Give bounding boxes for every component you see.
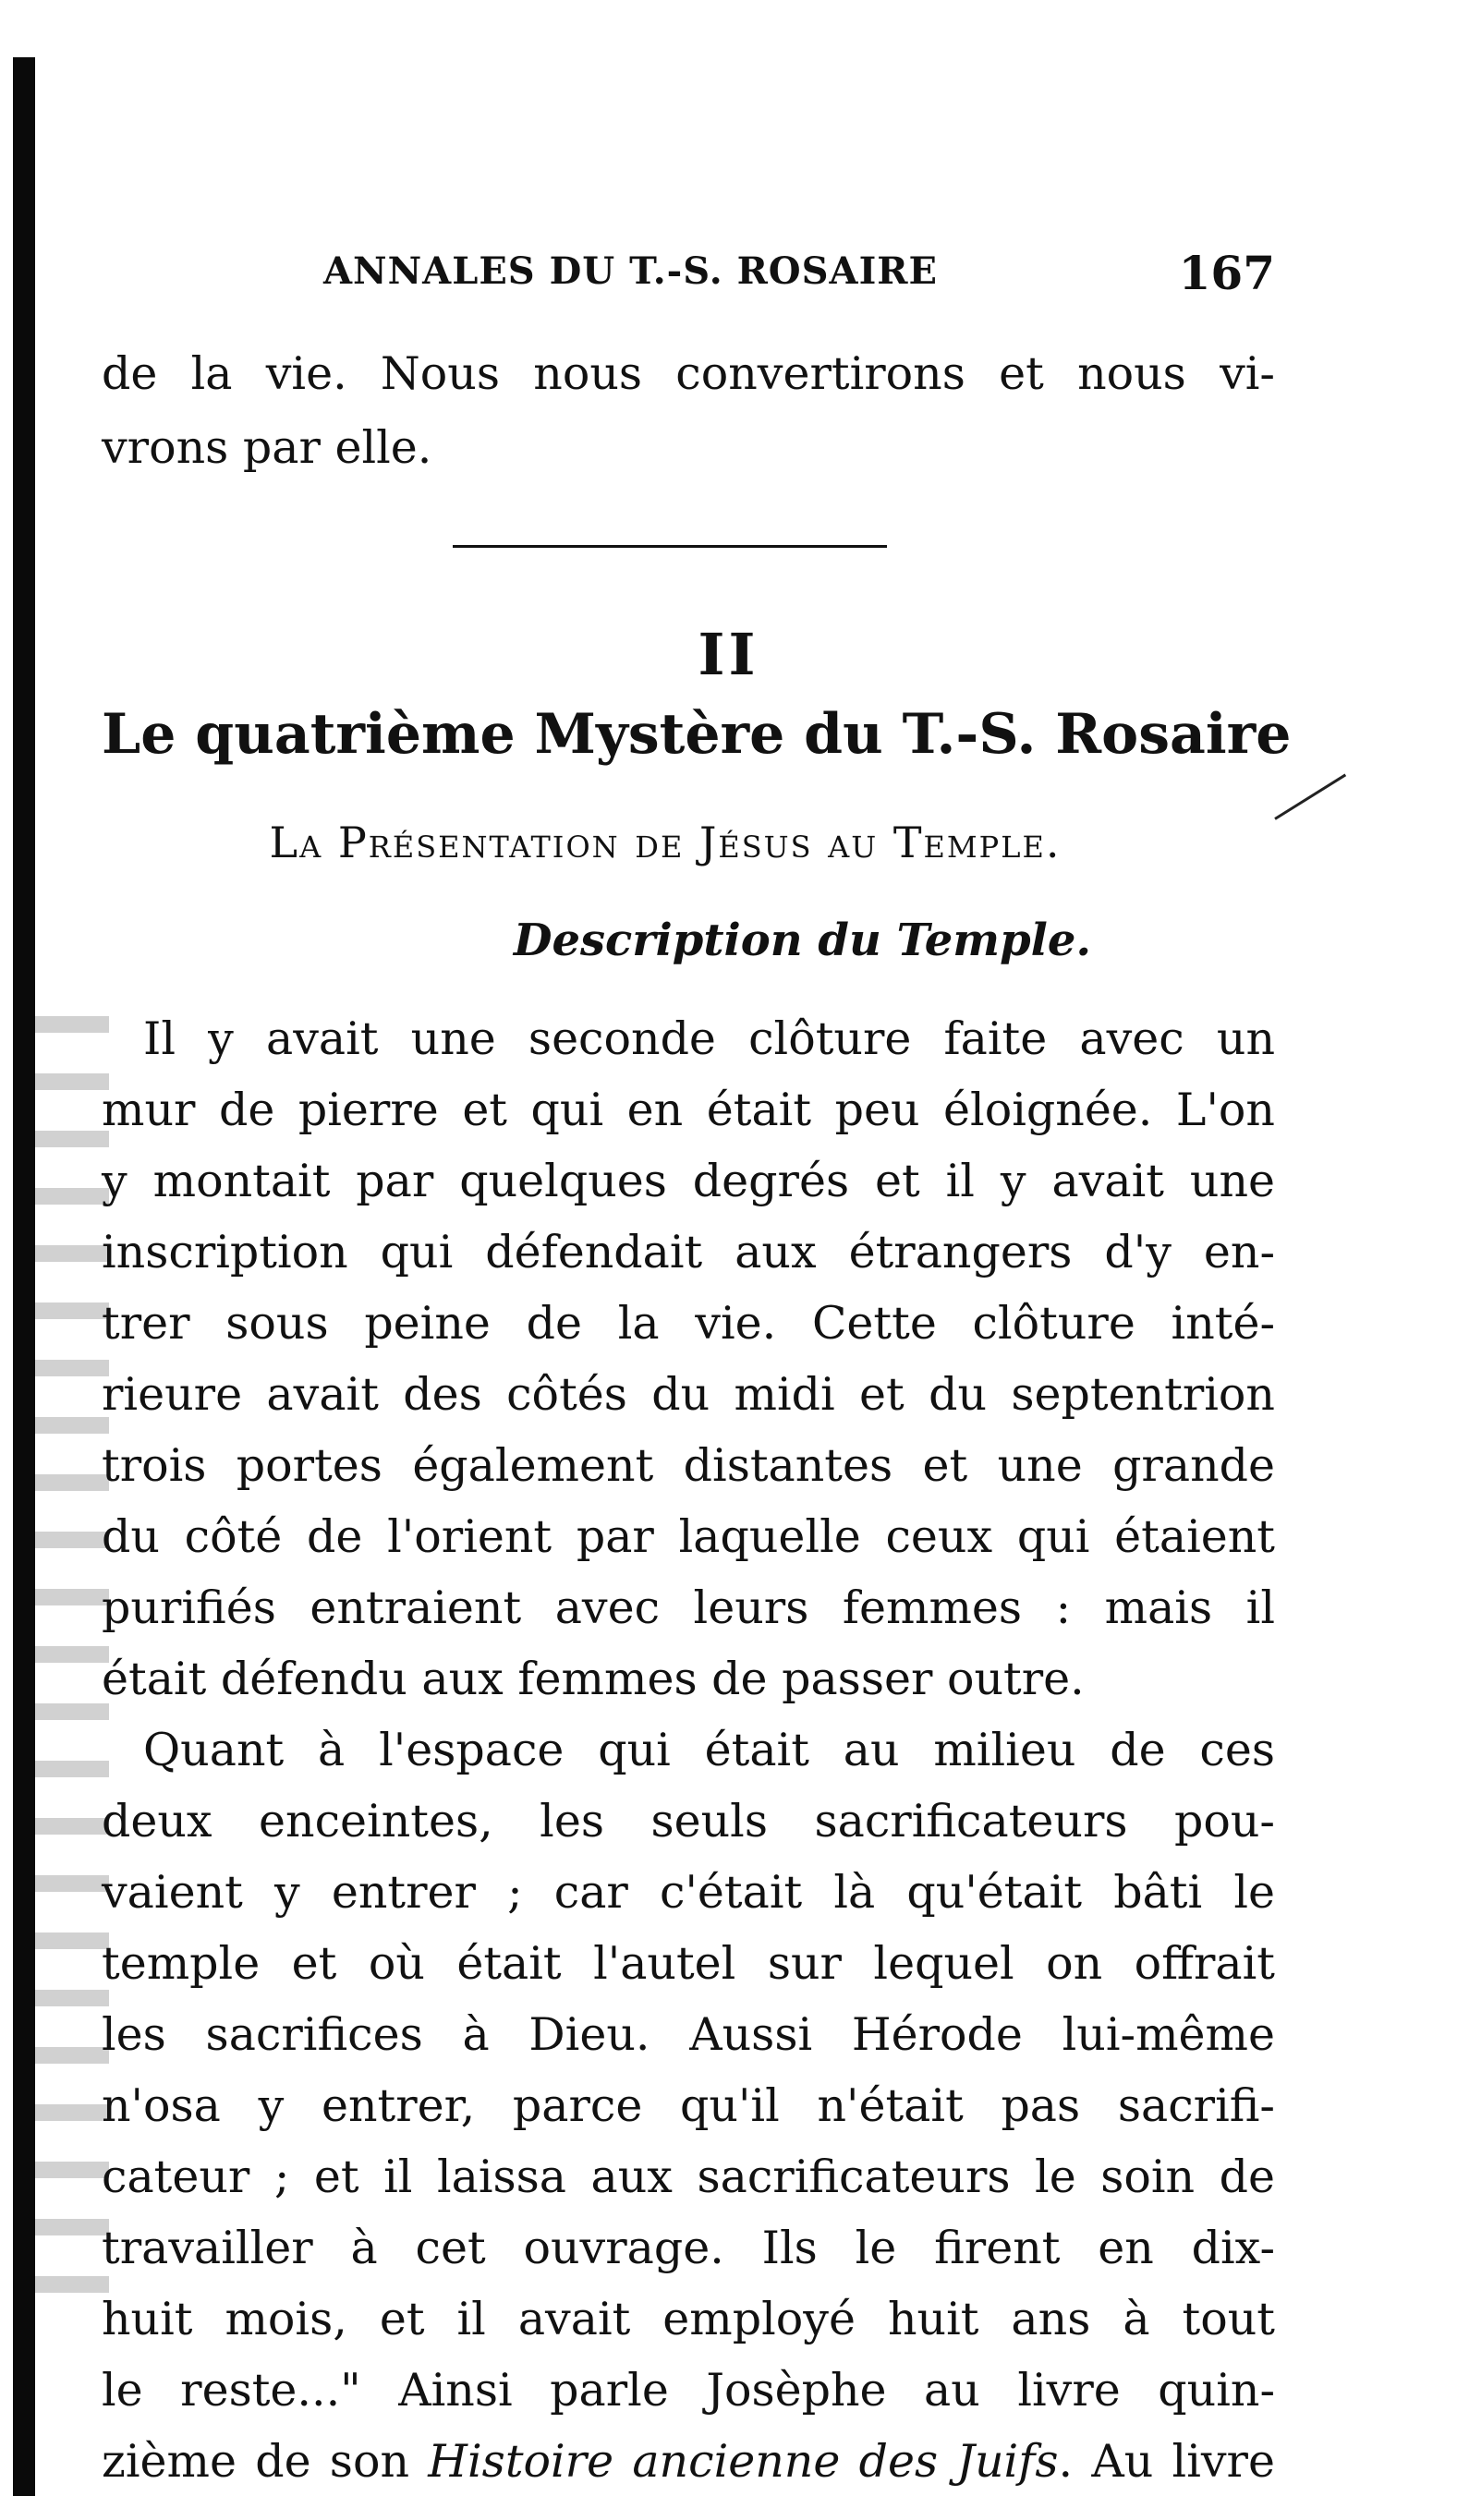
body-line: deux enceintes, les seuls sacrificateurs pou- xyxy=(102,1795,1275,1848)
chapter-subtitle: La Présentation de Jésus au Temple. xyxy=(269,818,1062,867)
page-number: 167 xyxy=(1178,246,1275,300)
last-line-before: zième de son xyxy=(102,2435,429,2488)
body-line: n'osa y entrer, parce qu'il n'était pas sacrifi- xyxy=(102,2079,1275,2132)
binding-shadow xyxy=(13,57,35,2496)
intro-line-1: de la vie. Nous nous convertirons et nous vi- xyxy=(102,347,1275,400)
body-line: trer sous peine de la vie. Cette clôture inté- xyxy=(102,1297,1275,1350)
body-line: était défendu aux femmes de passer outre. xyxy=(102,1653,1085,1705)
body-line: travailler à cet ouvrage. Ils le firent en dix- xyxy=(102,2222,1275,2274)
intro-line-2: vrons par elle. xyxy=(102,421,432,474)
section-divider xyxy=(453,545,887,548)
section-number: II xyxy=(698,621,759,688)
print-speckle xyxy=(35,1016,109,2309)
page-header xyxy=(102,246,1275,314)
body-line: huit mois, et il avait employé huit ans à tout xyxy=(102,2293,1275,2345)
last-line-after: . Au livre xyxy=(1058,2435,1275,2488)
body-line: temple et où était l'autel sur lequel on offrait xyxy=(102,1937,1275,1990)
body-line-last xyxy=(102,2435,1275,2488)
body-line: le reste..." Ainsi parle Josèphe au livre quin- xyxy=(102,2364,1275,2417)
chapter-title: Le quatrième Mystère du T.-S. Rosaire xyxy=(102,702,1292,767)
section-heading: Description du Temple. xyxy=(513,915,1092,966)
body-line: rieure avait des côtés du midi et du septentrion xyxy=(102,1368,1275,1421)
body-line: les sacrifices à Dieu. Aussi Hérode lui-même xyxy=(102,2008,1275,2061)
body-line: y montait par quelques degrés et il y avait une xyxy=(102,1155,1275,1207)
body-line: du côté de l'orient par laquelle ceux qui étaient xyxy=(102,1510,1275,1563)
body-line: mur de pierre et qui en était peu éloignée. L'on xyxy=(102,1084,1275,1136)
body-line: trois portes également distantes et une grande xyxy=(102,1439,1275,1492)
pen-stroke-mark xyxy=(1274,774,1346,820)
body-line: purifiés entraient avec leurs femmes : mais il xyxy=(102,1581,1275,1634)
book-title-italic: Histoire ancienne des Juifs xyxy=(428,2435,1059,2488)
body-line: cateur ; et il laissa aux sacrificateurs le soin de xyxy=(102,2150,1275,2203)
body-line: inscription qui défendait aux étrangers d'y en- xyxy=(102,1226,1275,1278)
body-line: Il y avait une seconde clôture faite avec un xyxy=(143,1012,1275,1065)
running-title: ANNALES DU T.-S. ROSAIRE xyxy=(323,249,939,293)
body-line: Quant à l'espace qui était au milieu de ces xyxy=(143,1724,1275,1776)
body-line: vaient y entrer ; car c'était là qu'était bâti le xyxy=(102,1866,1275,1919)
